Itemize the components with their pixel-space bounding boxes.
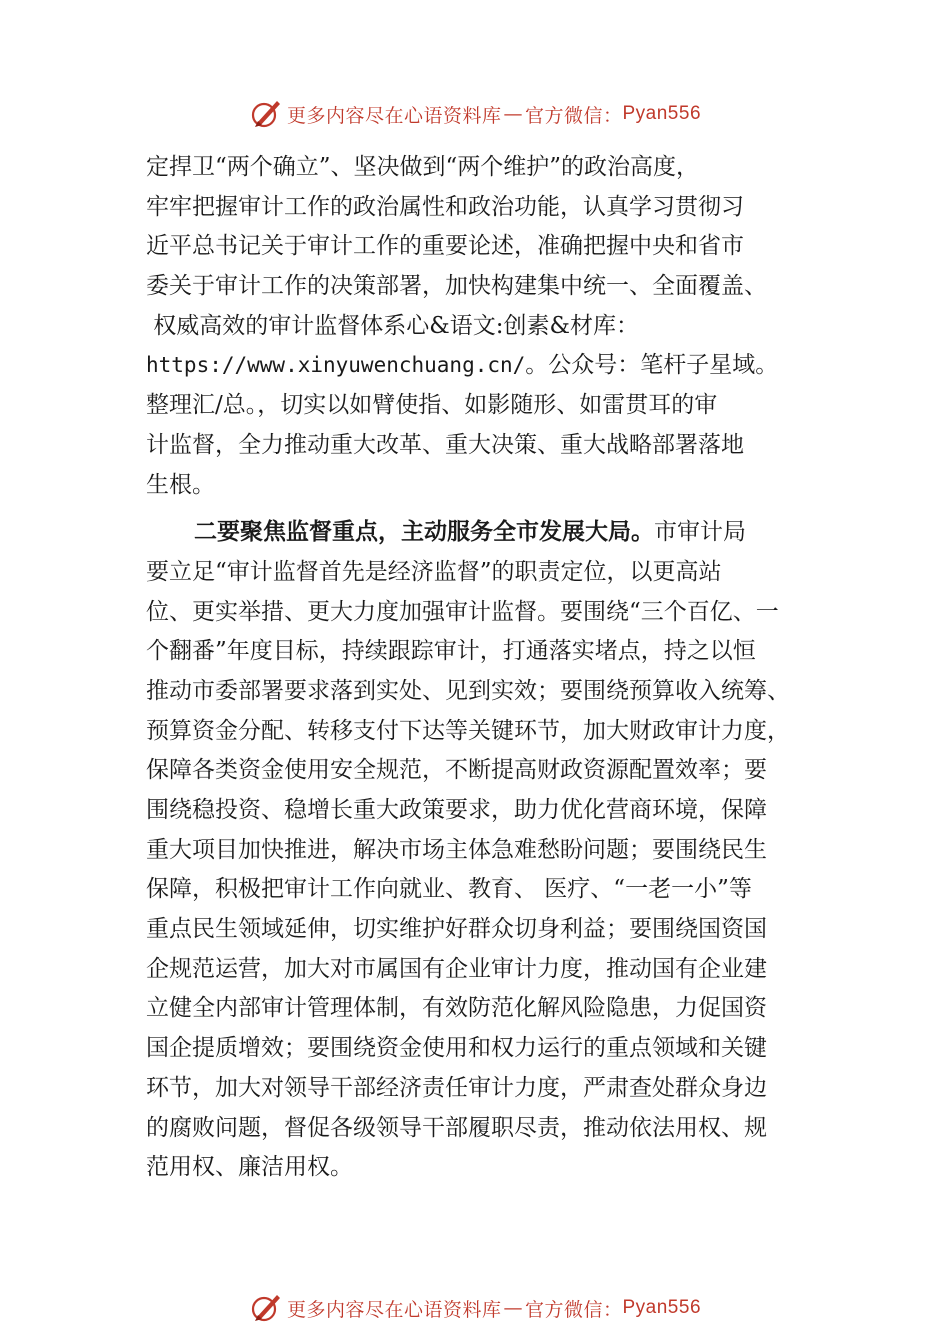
text-line: 重大项目加快推进，解决市场主体急难愁盼问题；要围绕民生	[146, 836, 767, 863]
text-line: 重点民生领域延伸，切实维护好群众切身利益；要围绕国资国	[146, 916, 767, 943]
watermark-id: Pyan556	[622, 1297, 702, 1318]
text-line: 保障，积极把审计工作向就业、教育、 医疗、“一老一小”等	[146, 876, 752, 903]
section-heading: 二要聚焦监督重点，主动服务全市发展大局。	[194, 519, 654, 546]
text-line: 定捍卫“两个确立”、坚决做到“两个维护”的政治高度，	[146, 154, 700, 180]
text-line: 推动市委部署要求落到实处、见到实效；要围绕预算收入统筹、	[146, 677, 790, 704]
text-line: 牢牢把握审计工作的政治属性和政治功能，认真学习贯彻习	[146, 193, 744, 220]
url-suffix-text: 。公众号：笔杆子星域。	[525, 352, 779, 379]
pen-logo-icon	[249, 1291, 283, 1325]
text-line: 要立足“审计监督首先是经济监督”的职责定位，以更高站	[146, 558, 722, 585]
text-line: 计监督，全力推动重大改革、重大决策、重大战略部署落地	[146, 431, 744, 458]
watermark-dash: —	[503, 103, 523, 125]
text-line: 的腐败问题，督促各级领导干部履职尽责，推动依法用权、规	[146, 1114, 767, 1141]
text-line: 位、更实举措、更大力度加强审计监督。要围绕“三个百亿、一	[146, 598, 779, 625]
watermark-dash: —	[503, 1297, 523, 1319]
footer-watermark	[0, 1288, 950, 1328]
text-line: 权威高效的审计监督体系心&语文:创素&材库：	[146, 312, 640, 339]
text-line: 委关于审计工作的决策部署，加快构建集中统一、全面覆盖、	[146, 273, 767, 300]
watermark-text: 更多内容尽在心语资料库	[286, 1298, 502, 1321]
text-line: 个翻番”年度目标，持续跟踪审计，打通落实堵点，持之以恒	[146, 638, 756, 665]
paragraph-2	[146, 513, 836, 1188]
document-body	[146, 148, 836, 1188]
watermark-label: 官方微信：	[524, 104, 623, 127]
text-line: 整理汇/总。，切实以如臂使指、如影随形、如雷贯耳的审	[146, 392, 718, 419]
watermark-label: 官方微信：	[524, 1298, 623, 1321]
text-line-first	[146, 513, 836, 553]
text-line-url	[146, 346, 836, 386]
pen-logo-icon	[249, 97, 283, 131]
text-line: 保障各类资金使用安全规范，不断提高财政资源配置效率；要	[146, 757, 767, 784]
text-line: 范用权、廉洁用权。	[146, 1154, 353, 1181]
watermark-text: 更多内容尽在心语资料库	[286, 104, 502, 127]
header-watermark	[0, 94, 950, 134]
text-line: 预算资金分配、转移支付下达等关键环节，加大财政审计力度，	[146, 717, 790, 744]
paragraph-1	[146, 148, 836, 505]
text-line: 近平总书记关于审计工作的重要论述，准确把握中央和省市	[146, 233, 744, 260]
text-line: 立健全内部审计管理体制，有效防范化解风险隐患，力促国资	[146, 995, 767, 1022]
text-line: 企规范运营，加大对市属国有企业审计力度，推动国有企业建	[146, 955, 767, 982]
text-line: 国企提质增效；要围绕资金使用和权力运行的重点领域和关键	[146, 1035, 767, 1062]
first-line-rest: 市审计局	[654, 519, 746, 546]
text-line: 生根。	[146, 471, 215, 498]
url-text: https://www.xinyuwenchuang.cn/	[146, 353, 526, 378]
text-line: 环节，加大对领导干部经济责任审计力度，严肃查处群众身边	[146, 1074, 767, 1101]
text-line: 围绕稳投资、稳增长重大政策要求，助力优化营商环境，保障	[146, 797, 767, 823]
watermark-id: Pyan556	[622, 103, 702, 124]
